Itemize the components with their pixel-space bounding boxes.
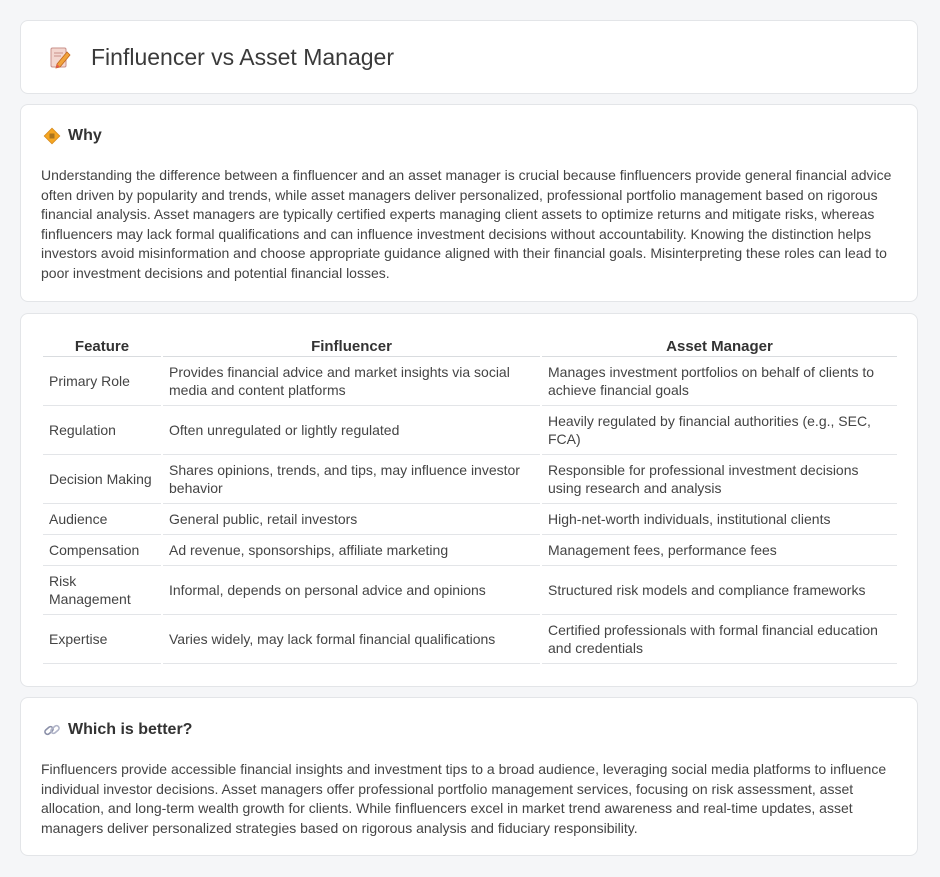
better-heading	[43, 721, 192, 739]
comparison-table	[41, 336, 899, 664]
table-row	[43, 566, 897, 615]
feature-cell: Primary Role	[43, 357, 161, 406]
finfluencer-cell: Informal, depends on personal advice and opinions	[163, 566, 540, 615]
finfluencer-cell: Shares opinions, trends, and tips, may influence investor behavior	[163, 455, 540, 504]
table-row	[43, 357, 897, 406]
header-feature: Feature	[43, 336, 161, 357]
asset-manager-cell: Management fees, performance fees	[542, 535, 897, 566]
better-card	[20, 697, 918, 856]
feature-cell: Expertise	[43, 615, 161, 664]
table-row	[43, 615, 897, 664]
table-header-row	[43, 336, 897, 357]
table-row	[43, 406, 897, 455]
table-row	[43, 535, 897, 566]
feature-cell: Compensation	[43, 535, 161, 566]
page-title: Finfluencer vs Asset Manager	[91, 43, 394, 70]
why-heading	[43, 127, 102, 145]
finfluencer-cell: Provides financial advice and market insights via social media and content platforms	[163, 357, 540, 406]
asset-manager-cell: Heavily regulated by financial authorities (e.g., SEC, FCA)	[542, 406, 897, 455]
title-wrap	[45, 43, 394, 71]
header-card	[20, 20, 918, 94]
diamond-sign-icon	[43, 127, 61, 145]
why-card	[20, 104, 918, 302]
why-title: Why	[68, 127, 102, 144]
better-text: Finfluencers provide accessible financial insights and investment tips to a broad audience, leveraging social media platforms to influence individual investor decisions. Asset managers offer professional portfolio management services, focusing on risk assessment, asset allocation, and long-term wealth growth for clients. While finfluencers excel in market trend awareness and real-time updates, asset managers deliver personalized strategies based on rigorous analysis and fiduciary responsibility.	[41, 761, 887, 836]
feature-cell: Regulation	[43, 406, 161, 455]
header-finfluencer: Finfluencer	[163, 336, 540, 357]
feature-cell: Risk Management	[43, 566, 161, 615]
finfluencer-cell: Often unregulated or lightly regulated	[163, 406, 540, 455]
asset-manager-cell: Manages investment portfolios on behalf of clients to achieve financial goals	[542, 357, 897, 406]
asset-manager-cell: High-net-worth individuals, institutional clients	[542, 504, 897, 535]
feature-cell: Audience	[43, 504, 161, 535]
link-icon	[43, 721, 61, 739]
asset-manager-cell: Structured risk models and compliance frameworks	[542, 566, 897, 615]
finfluencer-cell: Ad revenue, sponsorships, affiliate marketing	[163, 535, 540, 566]
feature-cell: Decision Making	[43, 455, 161, 504]
better-title: Which is better?	[68, 721, 193, 738]
header-asset-manager: Asset Manager	[542, 336, 897, 357]
pencil-note-icon	[45, 43, 73, 71]
asset-manager-cell: Certified professionals with formal financial education and credentials	[542, 615, 897, 664]
table-row	[43, 455, 897, 504]
why-text: Understanding the difference between a finfluencer and an asset manager is crucial because finfluencers provide general financial advice often driven by popularity and trends, while asset managers deliver personalized, professional portfolio management based on rigorous financial analysis. Asset managers are typically certified experts managing client assets to optimize returns and mitigate risks, whereas finfluencers may lack formal qualifications and can influence investment decisions without accountability. Knowing the distinction helps investors avoid misinformation and choose appropriate guidance aligned with their financial goals. Misinterpreting these roles can lead to poor investment decisions and potential financial losses.	[41, 167, 892, 281]
asset-manager-cell: Responsible for professional investment decisions using research and analysis	[542, 455, 897, 504]
comparison-card	[20, 313, 918, 687]
finfluencer-cell: General public, retail investors	[163, 504, 540, 535]
table-row	[43, 504, 897, 535]
finfluencer-cell: Varies widely, may lack formal financial qualifications	[163, 615, 540, 664]
